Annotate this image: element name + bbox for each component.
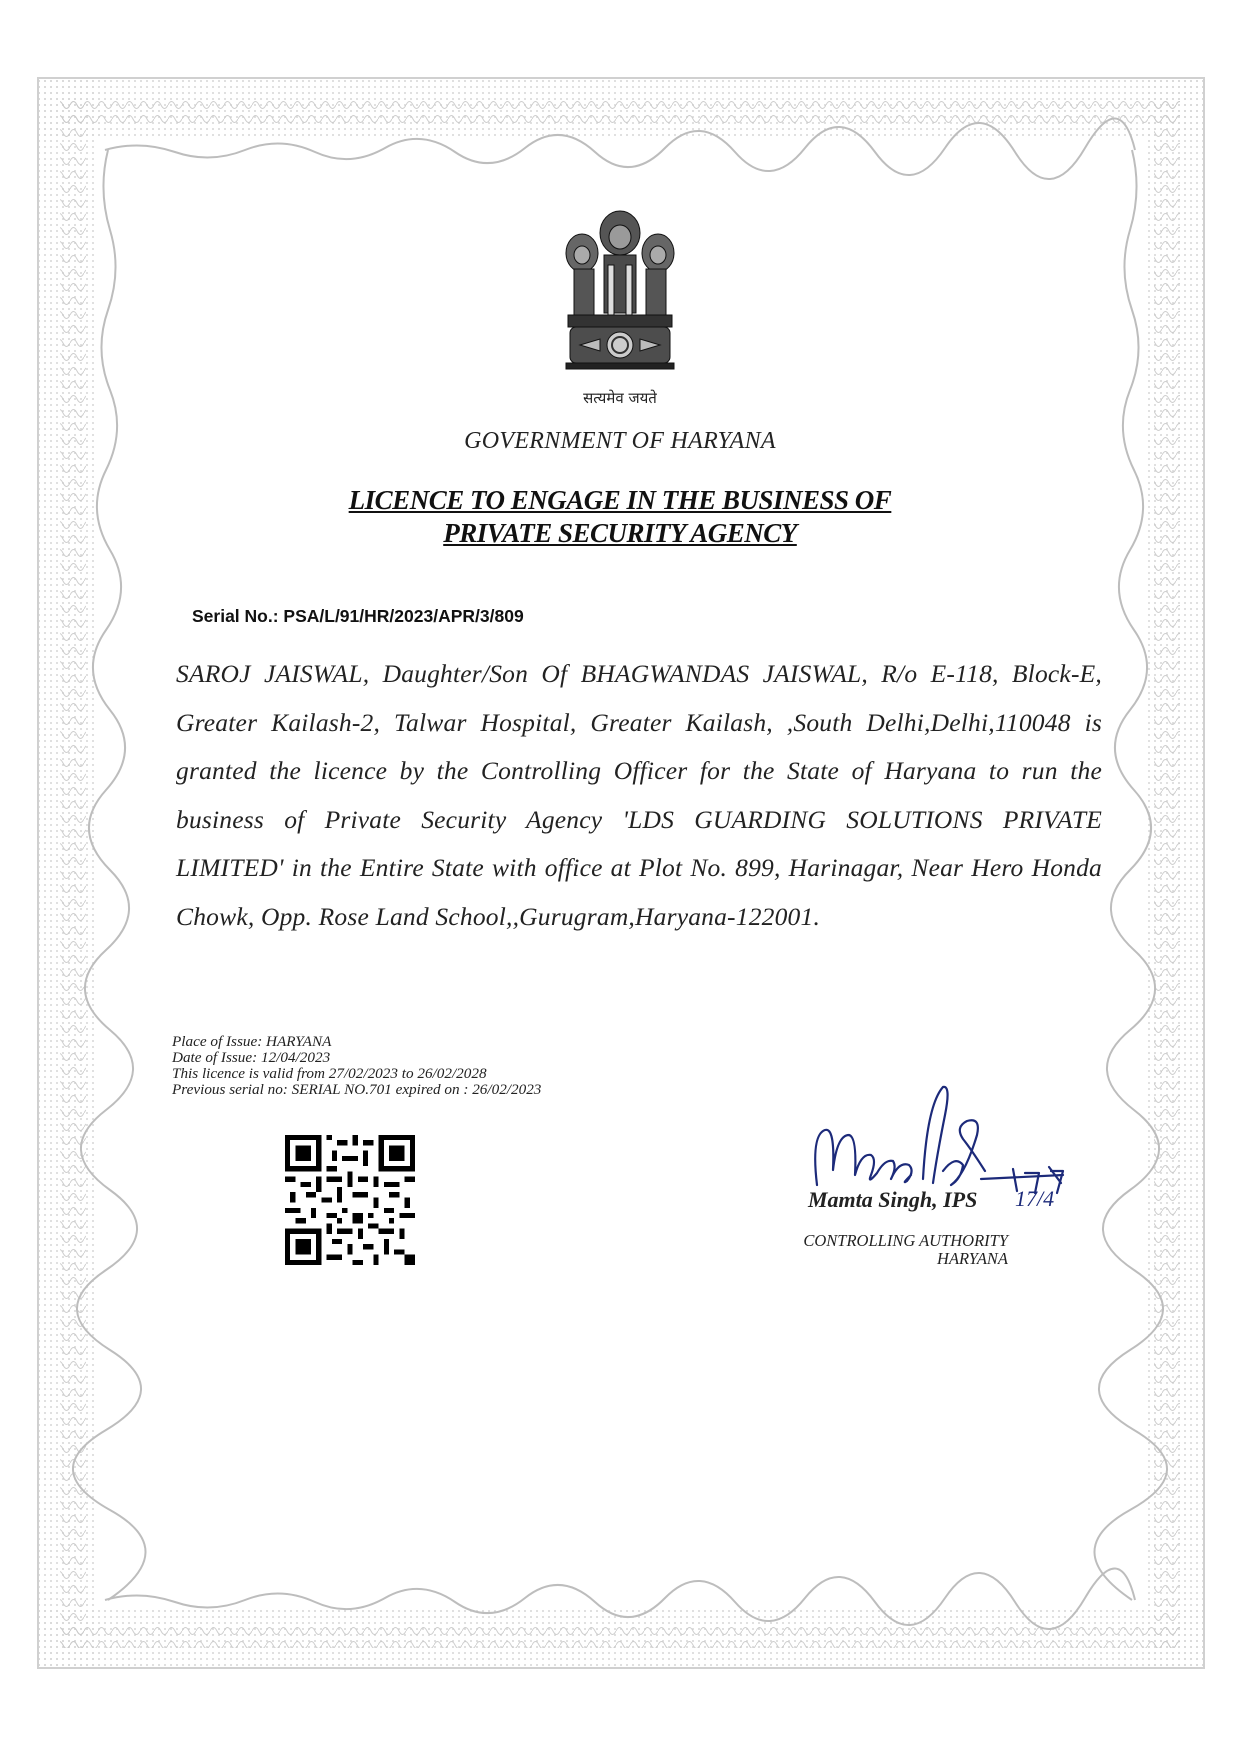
licence-title	[0, 484, 1240, 550]
serial-number: Serial No.: PSA/L/91/HR/2023/APR/3/809	[192, 606, 524, 626]
licence-body: SAROJ JAISWAL, Daughter/Son Of BHAGWANDAS JAISWAL, R/o E-118, Block-E, Greater Kailash-2, Talwar Hospital, Greater Kailash, ,South Delhi,Delhi,110048 is granted the licence by the Controlling Officer for the State of Haryana to run the business of Private Security Agency 'LDS GUARDING SOLUTIONS PRIVATE LIMITED' in the Entire State with office at Plot No. 899, Harinagar, Near Hero Honda Chowk, Opp. Rose Land School,,Gurugram,Haryana-122001.	[176, 659, 1102, 931]
authority-title: CONTROLLING AUTHORITY	[803, 1231, 1008, 1250]
signatory-name: Mamta Singh, IPS	[808, 1187, 978, 1212]
licence-title-line-2: PRIVATE SECURITY AGENCY	[443, 518, 797, 548]
authority-state: HARYANA	[937, 1249, 1008, 1268]
signature-date: 17/4	[1015, 1186, 1055, 1211]
place-of-issue: Place of Issue: HARYANA	[172, 1033, 332, 1050]
previous-serial: Previous serial no: SERIAL NO.701 expired on : 26/02/2023	[172, 1081, 542, 1098]
emblem-motto: सत्यमेव जयते	[583, 389, 657, 407]
issue-details	[172, 1034, 541, 1098]
qr-code	[285, 1135, 415, 1265]
national-emblem	[560, 205, 680, 395]
date-of-issue: Date of Issue: 12/04/2023	[172, 1049, 331, 1066]
licence-title-line-1: LICENCE TO ENGAGE IN THE BUSINESS OF	[348, 485, 892, 515]
validity-period: This licence is valid from 27/02/2023 to 26/02/2028	[172, 1065, 487, 1082]
signatory-designation	[760, 1232, 1008, 1268]
government-heading: GOVERNMENT OF HARYANA	[464, 428, 776, 454]
